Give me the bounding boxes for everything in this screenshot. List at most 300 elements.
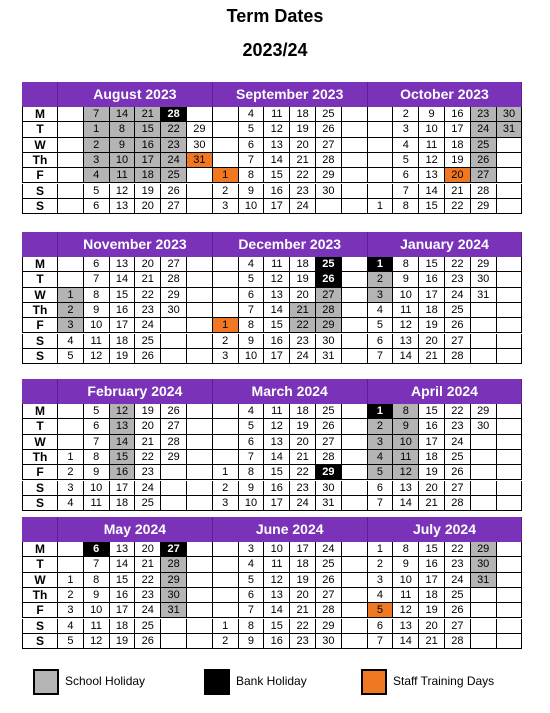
day-cell (497, 334, 523, 349)
day-cell: 29 (316, 318, 342, 333)
day-cell: 16 (419, 557, 445, 572)
day-cell (161, 496, 187, 511)
month-header: July 2024 (368, 517, 523, 542)
day-cell: 28 (316, 153, 342, 168)
day-cell: 10 (419, 122, 445, 137)
day-cell (58, 542, 84, 557)
day-cell: 2 (213, 334, 239, 349)
day-cell: 22 (290, 318, 316, 333)
day-cell: 24 (445, 435, 471, 450)
day-cell (187, 588, 213, 603)
day-cell: 28 (161, 272, 187, 287)
day-cell (187, 481, 213, 496)
day-cell (342, 557, 368, 572)
month-header: November 2023 (58, 232, 213, 257)
day-cell (342, 184, 368, 199)
day-cell: 14 (110, 107, 136, 122)
day-cell: 29 (316, 465, 342, 480)
day-cell: 31 (187, 153, 213, 168)
day-cell (161, 318, 187, 333)
day-cell: 3 (393, 122, 419, 137)
month-header: March 2024 (213, 379, 368, 404)
month-header: June 2024 (213, 517, 368, 542)
page-subtitle: 2023/24 (242, 40, 308, 60)
day-cell: 24 (135, 318, 161, 333)
day-cell (58, 153, 84, 168)
day-cell: 1 (213, 168, 239, 183)
day-cell: 3 (213, 199, 239, 214)
day-cell: 27 (316, 588, 342, 603)
day-cell: 15 (264, 619, 290, 634)
day-cell: 12 (110, 184, 136, 199)
day-cell: 10 (84, 481, 110, 496)
day-cell (342, 465, 368, 480)
day-cell: 12 (393, 318, 419, 333)
day-cell: 18 (419, 303, 445, 318)
day-cell (471, 634, 497, 649)
day-cell: 24 (135, 481, 161, 496)
day-cell (497, 288, 523, 303)
day-cell: 3 (368, 573, 394, 588)
day-cell (213, 450, 239, 465)
weekday-label: W (22, 573, 58, 588)
day-cell (187, 349, 213, 364)
day-cell (58, 168, 84, 183)
day-cell: 20 (290, 588, 316, 603)
day-cell: 8 (239, 619, 265, 634)
day-cell: 17 (110, 603, 136, 618)
day-cell: 7 (239, 303, 265, 318)
day-cell: 14 (393, 496, 419, 511)
day-cell: 19 (135, 404, 161, 419)
day-cell: 27 (161, 199, 187, 214)
day-cell: 28 (316, 603, 342, 618)
day-cell: 16 (110, 303, 136, 318)
day-cell: 2 (58, 465, 84, 480)
day-cell: 21 (135, 435, 161, 450)
day-cell: 1 (368, 199, 394, 214)
day-cell: 21 (290, 450, 316, 465)
day-cell: 10 (393, 288, 419, 303)
day-cell: 28 (161, 107, 187, 122)
day-cell (187, 404, 213, 419)
day-cell: 11 (264, 404, 290, 419)
day-cell: 16 (110, 588, 136, 603)
day-cell: 9 (393, 272, 419, 287)
day-cell: 5 (58, 349, 84, 364)
weekday-label: F (22, 318, 58, 333)
day-cell: 28 (445, 496, 471, 511)
day-cell: 18 (110, 334, 136, 349)
day-cell: 26 (316, 122, 342, 137)
day-cell: 26 (445, 603, 471, 618)
weekday-label: W (22, 138, 58, 153)
day-cell: 17 (419, 573, 445, 588)
day-cell: 16 (419, 419, 445, 434)
day-cell: 10 (264, 542, 290, 557)
day-cell (342, 122, 368, 137)
page-title: Term Dates (226, 6, 324, 26)
day-cell (342, 603, 368, 618)
day-cell: 11 (110, 168, 136, 183)
weekday-label: S (22, 349, 58, 364)
day-cell: 24 (290, 349, 316, 364)
day-cell (497, 603, 523, 618)
day-cell (342, 318, 368, 333)
header-spacer (22, 82, 58, 107)
day-cell: 5 (368, 318, 394, 333)
day-cell: 26 (316, 573, 342, 588)
day-cell: 3 (368, 435, 394, 450)
day-cell: 12 (84, 349, 110, 364)
day-cell: 6 (239, 435, 265, 450)
day-cell: 4 (239, 404, 265, 419)
day-cell: 12 (110, 404, 136, 419)
day-cell: 23 (135, 303, 161, 318)
day-cell: 29 (471, 257, 497, 272)
quarter-row (22, 232, 535, 366)
day-cell (213, 404, 239, 419)
day-cell: 12 (264, 573, 290, 588)
day-cell (58, 435, 84, 450)
day-cell: 9 (393, 557, 419, 572)
day-cell (497, 588, 523, 603)
day-cell: 23 (445, 419, 471, 434)
day-cell (213, 138, 239, 153)
day-cell: 15 (419, 542, 445, 557)
day-cell: 18 (419, 588, 445, 603)
day-cell (342, 107, 368, 122)
day-cell: 7 (84, 557, 110, 572)
day-cell: 25 (316, 107, 342, 122)
day-cell: 8 (84, 573, 110, 588)
day-cell (213, 153, 239, 168)
day-cell: 21 (135, 107, 161, 122)
day-cell (187, 107, 213, 122)
day-cell: 18 (110, 619, 136, 634)
day-cell: 7 (239, 603, 265, 618)
day-cell: 24 (290, 496, 316, 511)
day-cell: 10 (84, 318, 110, 333)
day-cell: 9 (84, 465, 110, 480)
day-cell: 24 (135, 603, 161, 618)
day-cell: 14 (110, 557, 136, 572)
day-cell: 16 (135, 138, 161, 153)
day-cell: 25 (471, 138, 497, 153)
day-cell: 29 (161, 288, 187, 303)
day-cell: 9 (393, 419, 419, 434)
day-cell (187, 619, 213, 634)
day-cell: 5 (368, 465, 394, 480)
day-cell: 8 (393, 542, 419, 557)
day-cell (161, 481, 187, 496)
day-cell: 1 (213, 318, 239, 333)
day-cell (471, 603, 497, 618)
day-cell: 26 (316, 419, 342, 434)
school-holiday-swatch (33, 669, 59, 695)
day-cell: 23 (290, 634, 316, 649)
day-cell: 15 (419, 257, 445, 272)
day-cell: 11 (393, 450, 419, 465)
day-cell: 25 (445, 303, 471, 318)
day-cell: 13 (393, 481, 419, 496)
day-cell: 15 (110, 450, 136, 465)
day-cell: 9 (239, 334, 265, 349)
day-cell: 22 (135, 573, 161, 588)
day-cell: 6 (84, 257, 110, 272)
day-cell: 13 (393, 619, 419, 634)
day-cell (497, 450, 523, 465)
day-cell: 19 (290, 272, 316, 287)
day-cell: 17 (264, 496, 290, 511)
day-cell (213, 435, 239, 450)
day-cell (316, 199, 342, 214)
day-cell: 2 (84, 138, 110, 153)
day-cell (368, 138, 394, 153)
day-cell: 16 (419, 272, 445, 287)
day-cell: 6 (239, 588, 265, 603)
day-cell: 22 (135, 450, 161, 465)
day-cell: 28 (445, 349, 471, 364)
day-cell: 6 (239, 138, 265, 153)
day-cell: 19 (290, 419, 316, 434)
day-cell (471, 496, 497, 511)
day-cell: 3 (58, 481, 84, 496)
day-cell: 13 (110, 419, 136, 434)
day-cell: 3 (239, 542, 265, 557)
day-cell: 3 (58, 603, 84, 618)
day-cell: 28 (471, 184, 497, 199)
day-cell: 21 (419, 496, 445, 511)
day-cell: 17 (264, 199, 290, 214)
day-cell (187, 184, 213, 199)
day-cell: 11 (264, 107, 290, 122)
day-cell (213, 542, 239, 557)
weekday-label: M (22, 257, 58, 272)
day-cell (342, 349, 368, 364)
weekday-label: S (22, 334, 58, 349)
day-cell (187, 288, 213, 303)
day-cell: 9 (110, 138, 136, 153)
day-cell: 23 (135, 465, 161, 480)
day-cell: 27 (316, 288, 342, 303)
day-cell: 25 (135, 619, 161, 634)
day-cell: 22 (290, 619, 316, 634)
day-cell: 7 (393, 184, 419, 199)
day-cell (471, 303, 497, 318)
day-cell: 26 (471, 153, 497, 168)
day-cell (161, 349, 187, 364)
day-cell: 23 (161, 138, 187, 153)
day-cell: 13 (110, 257, 136, 272)
day-cell (342, 168, 368, 183)
day-cell: 7 (84, 272, 110, 287)
day-cell (497, 318, 523, 333)
day-cell: 3 (213, 349, 239, 364)
month-header: May 2024 (58, 517, 213, 542)
day-cell: 25 (135, 496, 161, 511)
day-cell (342, 542, 368, 557)
day-cell: 8 (239, 465, 265, 480)
day-cell: 20 (135, 542, 161, 557)
day-cell: 2 (368, 557, 394, 572)
day-cell: 22 (445, 199, 471, 214)
day-cell: 12 (393, 603, 419, 618)
day-cell: 14 (264, 603, 290, 618)
day-cell: 5 (239, 419, 265, 434)
day-cell: 13 (264, 588, 290, 603)
month-header: August 2023 (58, 82, 213, 107)
day-cell: 20 (419, 334, 445, 349)
day-cell: 24 (290, 199, 316, 214)
weekday-label: M (22, 542, 58, 557)
day-cell: 23 (290, 334, 316, 349)
weekday-label: T (22, 419, 58, 434)
day-cell: 8 (393, 404, 419, 419)
day-cell: 24 (445, 288, 471, 303)
day-cell (368, 168, 394, 183)
day-cell: 19 (290, 573, 316, 588)
day-cell: 14 (264, 153, 290, 168)
day-cell: 10 (239, 349, 265, 364)
day-cell: 21 (445, 184, 471, 199)
header-spacer (22, 379, 58, 404)
day-cell: 12 (419, 153, 445, 168)
day-cell: 23 (445, 272, 471, 287)
day-cell: 6 (393, 168, 419, 183)
day-cell: 27 (445, 619, 471, 634)
day-cell (497, 153, 523, 168)
day-cell: 11 (393, 588, 419, 603)
day-cell: 22 (135, 288, 161, 303)
day-cell: 10 (393, 573, 419, 588)
day-cell: 19 (419, 603, 445, 618)
day-cell (471, 318, 497, 333)
legend-label: Bank Holiday (236, 674, 307, 688)
day-cell: 9 (84, 303, 110, 318)
day-cell: 6 (84, 542, 110, 557)
month-header: October 2023 (368, 82, 523, 107)
day-cell (497, 404, 523, 419)
day-cell: 27 (316, 138, 342, 153)
quarter-row (22, 82, 535, 216)
day-cell: 20 (419, 619, 445, 634)
day-cell (368, 153, 394, 168)
day-cell: 10 (239, 199, 265, 214)
day-cell: 21 (290, 153, 316, 168)
day-cell (58, 138, 84, 153)
day-cell: 20 (290, 288, 316, 303)
day-cell (342, 288, 368, 303)
weekday-label: S (22, 184, 58, 199)
month-header: February 2024 (58, 379, 213, 404)
day-cell (497, 257, 523, 272)
day-cell: 24 (445, 573, 471, 588)
weekday-label: S (22, 634, 58, 649)
day-cell: 19 (419, 465, 445, 480)
day-cell (213, 419, 239, 434)
day-cell (213, 288, 239, 303)
day-cell (497, 184, 523, 199)
day-cell: 20 (135, 199, 161, 214)
day-cell (58, 199, 84, 214)
day-cell: 11 (84, 496, 110, 511)
day-cell: 31 (471, 288, 497, 303)
day-cell: 16 (264, 481, 290, 496)
day-cell: 12 (84, 634, 110, 649)
day-cell: 28 (161, 557, 187, 572)
day-cell: 29 (316, 619, 342, 634)
weekday-label: F (22, 168, 58, 183)
day-cell (497, 465, 523, 480)
day-cell: 1 (213, 619, 239, 634)
day-cell: 16 (264, 334, 290, 349)
day-cell (342, 496, 368, 511)
day-cell: 23 (471, 107, 497, 122)
day-cell (187, 257, 213, 272)
day-cell: 18 (290, 107, 316, 122)
day-cell: 12 (264, 272, 290, 287)
day-cell: 1 (368, 404, 394, 419)
day-cell: 4 (368, 588, 394, 603)
day-cell (58, 122, 84, 137)
day-cell: 10 (239, 496, 265, 511)
day-cell (497, 349, 523, 364)
day-cell (497, 168, 523, 183)
day-cell: 4 (239, 107, 265, 122)
day-cell (161, 634, 187, 649)
day-cell (342, 199, 368, 214)
day-cell: 9 (84, 588, 110, 603)
day-cell: 9 (239, 634, 265, 649)
day-cell: 6 (368, 334, 394, 349)
day-cell (342, 334, 368, 349)
day-cell: 7 (368, 496, 394, 511)
day-cell: 30 (161, 303, 187, 318)
day-cell (58, 107, 84, 122)
day-cell (497, 573, 523, 588)
day-cell: 15 (264, 318, 290, 333)
day-cell (213, 557, 239, 572)
day-cell (187, 450, 213, 465)
day-cell: 30 (497, 107, 523, 122)
day-cell: 20 (135, 419, 161, 434)
day-cell: 22 (161, 122, 187, 137)
day-cell (497, 634, 523, 649)
day-cell: 12 (264, 419, 290, 434)
day-cell: 5 (58, 634, 84, 649)
day-cell: 13 (264, 138, 290, 153)
month-header: January 2024 (368, 232, 523, 257)
weekday-label: T (22, 122, 58, 137)
day-cell: 8 (393, 257, 419, 272)
day-cell: 4 (58, 619, 84, 634)
legend-bank-holiday (204, 669, 344, 695)
day-cell (497, 199, 523, 214)
weekday-label: S (22, 481, 58, 496)
day-cell: 18 (290, 404, 316, 419)
day-cell: 29 (471, 199, 497, 214)
weekday-label: S (22, 199, 58, 214)
day-cell: 27 (161, 419, 187, 434)
day-cell (187, 603, 213, 618)
day-cell: 5 (239, 122, 265, 137)
day-cell (213, 303, 239, 318)
day-cell: 29 (161, 450, 187, 465)
day-cell: 15 (419, 199, 445, 214)
day-cell (471, 334, 497, 349)
day-cell: 5 (239, 573, 265, 588)
